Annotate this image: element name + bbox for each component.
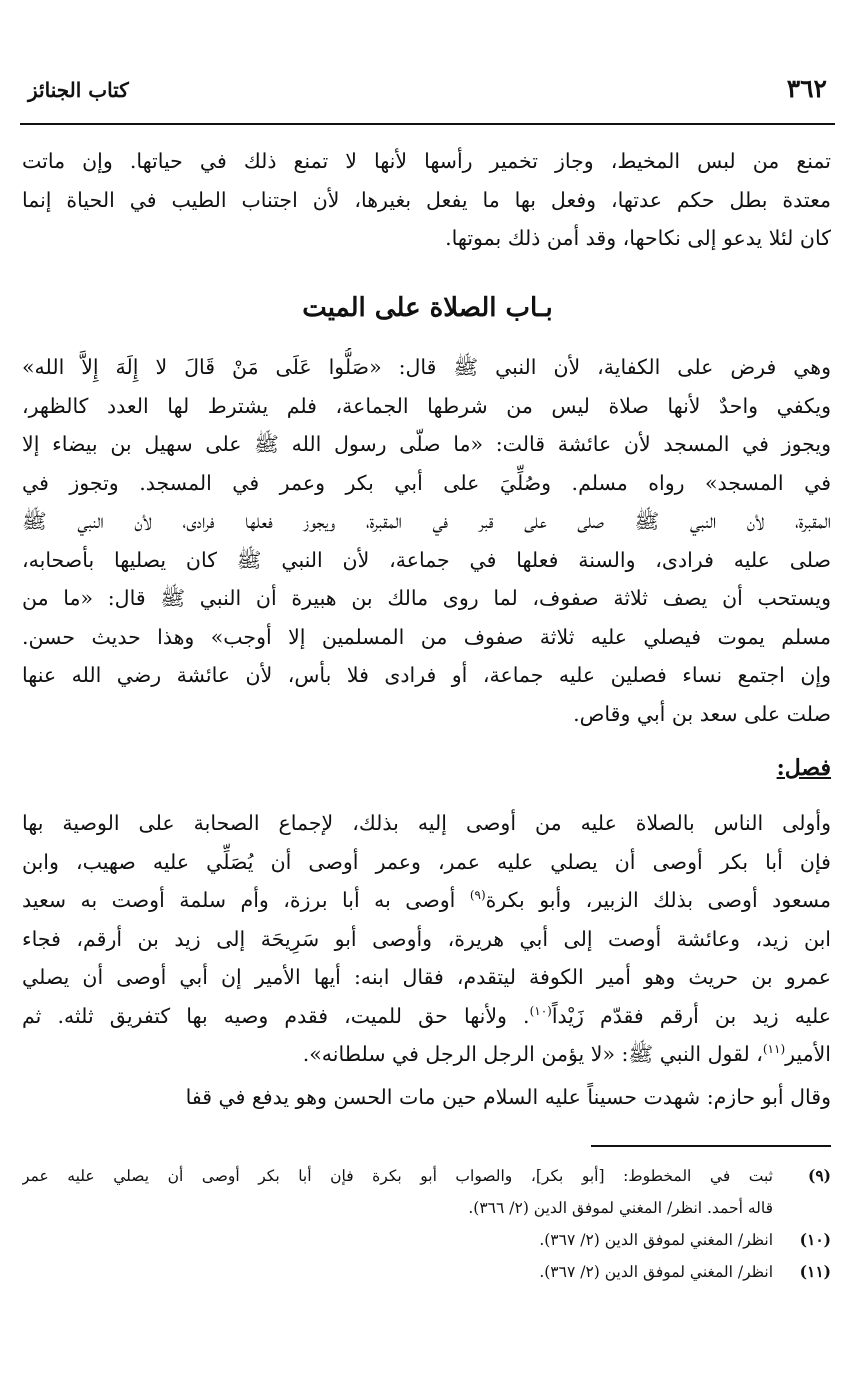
footnote-number: (٩) xyxy=(807,1166,831,1185)
text-segment: الأمير xyxy=(785,1042,831,1066)
text-line: وهي فرض على الكفاية، لأن النبي ﷺ قال: «صَلُّوا عَلَى مَنْ قَالَ لا إِلَهَ إِلاَّ الله» xyxy=(22,355,831,379)
text-line xyxy=(22,1035,831,1074)
footnote-ref: (٩) xyxy=(469,888,486,903)
text-line xyxy=(22,881,831,920)
text-line: كان لئلا يدعو إلى نكاحها، وقد أمن ذلك بموتها. xyxy=(445,226,831,250)
text-line: صلت على سعد بن أبي وقاص. xyxy=(573,701,831,726)
text-line: وأولى الناس بالصلاة عليه من أوصى إليه بذلك، لإجماع الصحابة على الوصية بها xyxy=(22,811,831,835)
section-heading: بـاب الصلاة على الميت xyxy=(302,293,553,323)
page-header xyxy=(20,70,835,110)
text-line: مسلم يموت فيصلي عليه ثلاثة صفوف من المسلمين إلا أوجب» وهذا حديث حسن. xyxy=(22,624,831,649)
fasl-heading: فصل: xyxy=(776,755,831,781)
text-segment: أوصى به أبا برزة، وأم سلمة أوصت به سعيد xyxy=(22,888,456,912)
text-segment: ، لقول النبي ﷺ: «لا يؤمن الرجل الرجل في سلطانه». xyxy=(302,1042,763,1066)
footnotes xyxy=(22,1160,831,1288)
text-segment: . ولأنها حق للميت، فقدم وصيه بها كتفريق ثلثه. ثم xyxy=(22,1003,530,1028)
footnote-number: (١٠) xyxy=(799,1230,831,1249)
page-number: ٣٦٢ xyxy=(786,74,827,103)
text-segment: مسعود أوصى بذلك الزبير، وأبو بكرة xyxy=(485,888,831,912)
text-line: ويستحب أن يصف ثلاثة صفوف، لما روى مالك بن هبيرة أن النبي ﷺ قال: «ما من xyxy=(22,586,831,610)
header-divider xyxy=(20,123,835,125)
footnote xyxy=(22,1160,831,1224)
footnote xyxy=(22,1224,831,1256)
intro-paragraph xyxy=(22,142,831,258)
footnote xyxy=(22,1256,831,1288)
footnote-ref: (١١) xyxy=(762,1042,786,1057)
text-line: تمنع من لبس المخيط، وجاز تخمير رأسها لأنها لا تمنع ذلك في حياتها. وإن ماتت xyxy=(22,149,831,173)
fasl-paragraph xyxy=(22,804,831,1116)
footnote-line: انظر/ المغني لموفق الدين (٢/ ٣٦٧). xyxy=(539,1231,773,1249)
text-line: ويجوز في المسجد لأن عائشة قالت: «ما صلّى رسول الله ﷺ على سهيل بن بيضاء إلا xyxy=(22,432,831,456)
running-title: كتاب الجنائز xyxy=(28,78,129,102)
footnote-number: (١١) xyxy=(799,1262,831,1281)
text-line: المقبرة، لأن النبي ﷺ صلى على قبر في المقبرة، ويجوز فعلها فرادى، لأن النبي ﷺ xyxy=(22,509,831,533)
text-line: وإن اجتمع نساء فصلين عليه جماعة، أو فرادى فلا بأس، لأن عائشة رضي الله عنها xyxy=(22,663,831,687)
footnote-line: قاله أحمد. انظر/ المغني لموفق الدين (٢/ ٣٦٦). xyxy=(468,1199,773,1217)
section-paragraph xyxy=(22,348,831,733)
text-segment: عليه زيد بن أرقم فقدّم زَيْداً xyxy=(551,1003,831,1028)
footnote-ref: (١٠) xyxy=(529,1003,552,1018)
footnote-line: انظر/ المغني لموفق الدين (٢/ ٣٦٧). xyxy=(539,1263,773,1281)
footnote-divider xyxy=(591,1145,831,1147)
text-line: ويكفي واحدٌ لأنها صلاة ليس من شرطها الجماعة، فلم يشترط لها العدد كالظهر، xyxy=(22,393,831,418)
text-line: فإن أبا بكر أوصى أن يصلي عليه عمر، وعمر أوصى أن يُصَلِّي عليه صهيب، وابن xyxy=(22,849,831,874)
text-line: صلى عليه فرادى، والسنة فعلها في جماعة، لأن النبي ﷺ كان يصليها بأصحابه، xyxy=(22,547,831,572)
text-line: في المسجد» رواه مسلم. وصُلِّيَ على أبي بكر وعمر في المسجد. وتجوز في xyxy=(22,470,831,495)
text-line: عمرو بن حريث وهو أمير الكوفة ليتقدم، فقال ابنه: أيها الأمير إن أبي أوصى أن يصلي xyxy=(22,965,831,989)
text-line: وقال أبو حازم: شهدت حسيناً عليه السلام حين مات الحسن وهو يدفع في قفا xyxy=(185,1084,831,1109)
text-line xyxy=(22,997,831,1036)
footnote-line: ثبت في المخطوط: [أبو بكر]، والصواب أبو بكرة فإن أبا بكر أوصى أن يصلي عليه عمر xyxy=(22,1167,773,1185)
text-line: ابن زيد، وعائشة أوصت إلى أبي هريرة، وأوصى أبو سَرِيحَة إلى زيد بن أرقم، فجاء xyxy=(22,926,831,951)
text-line: معتدة بطل حكم عدتها، وفعل بها ما يفعل بغيرها، لأن اجتناب الطيب في الحياة إنما xyxy=(22,187,831,212)
